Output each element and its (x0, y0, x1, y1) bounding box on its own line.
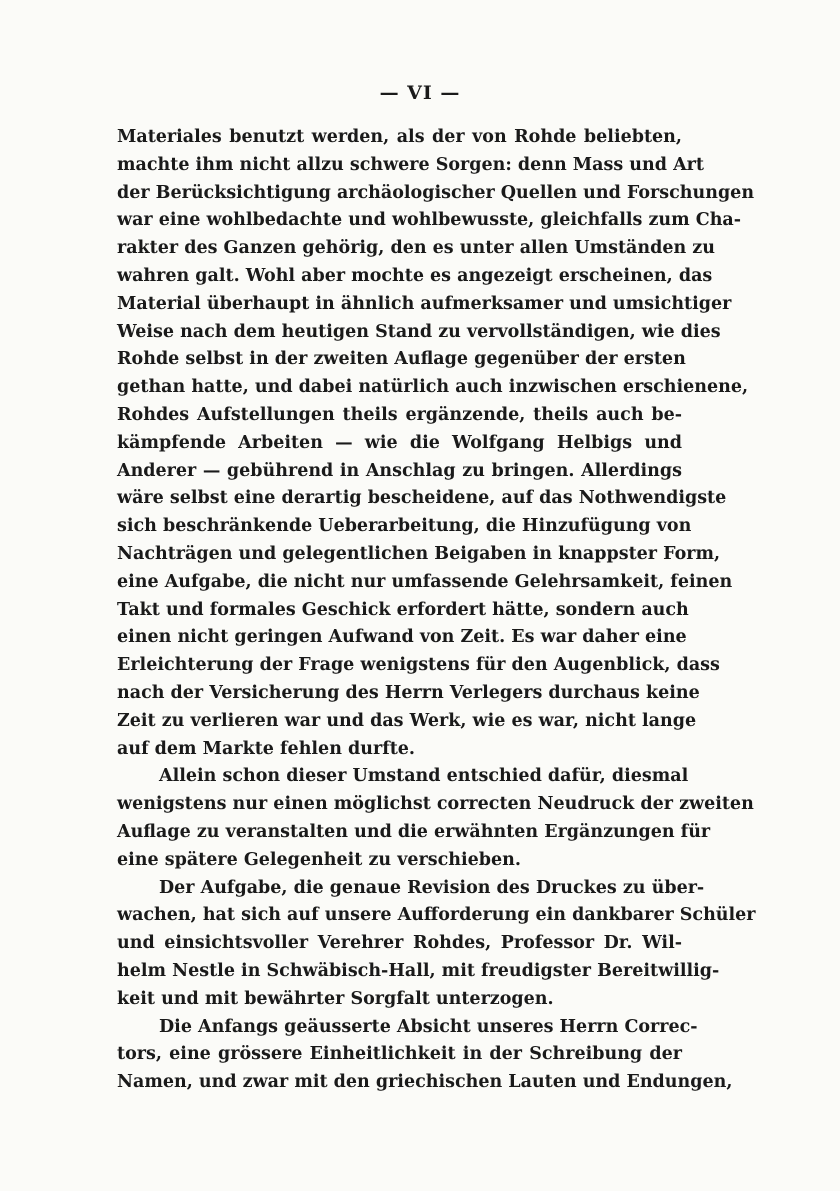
text-line: machte ihm nicht allzu schwere Sorgen: denn Mass und Art (117, 154, 704, 175)
text-line: Die Anfangs geäusserte Absicht unseres Herrn Correc- (159, 1016, 698, 1037)
text-line: war eine wohlbedachte und wohlbewusste, gleichfalls zum Cha- (117, 210, 742, 231)
text-line: Nachträgen und gelegentlichen Beigaben in knappster Form, (117, 543, 721, 564)
text-line: Zeit zu verlieren war und das Werk, wie es war, nicht lange (117, 710, 697, 731)
page-number-header: — VI — (379, 82, 461, 104)
text-line: eine Aufgabe, die nicht nur umfassende Gelehrsamkeit, feinen (117, 571, 733, 592)
text-line: eine spätere Gelegenheit zu verschieben. (117, 849, 521, 870)
text-line: nach der Versicherung des Herrn Verlegers durchaus keine (117, 682, 700, 703)
text-line: helm Nestle in Schwäbisch-Hall, mit freudigster Bereitwillig- (117, 960, 720, 981)
text-line: Anderer — gebührend in Anschlag zu bringen. Allerdings (117, 460, 682, 481)
text-line: wahren galt. Wohl aber mochte es angezeigt erscheinen, das (117, 265, 713, 286)
text-line: Auflage zu veranstalten und die erwähnten Ergänzungen für (117, 821, 711, 842)
text-line: wäre selbst eine derartig bescheidene, auf das Nothwendigste (117, 488, 727, 509)
text-line: sich beschränkende Ueberarbeitung, die Hinzufügung von (117, 516, 692, 537)
text-line: einen nicht geringen Aufwand von Zeit. Es war daher eine (117, 627, 687, 648)
text-line: rakter des Ganzen gehörig, den es unter allen Umständen zu (117, 238, 715, 259)
text-line: Erleichterung der Frage wenigstens für den Augenblick, dass (117, 655, 720, 676)
text-line: keit und mit bewährter Sorgfalt unterzogen. (117, 988, 554, 1009)
text-line: Rohde selbst in der zweiten Auflage gegenüber der ersten (117, 349, 686, 370)
text-line: Material überhaupt in ähnlich aufmerksamer und umsichtiger (117, 293, 732, 314)
text-line: kämpfende Arbeiten — wie die Wolfgang Helbigs und (117, 432, 682, 453)
text-line: Namen, und zwar mit den griechischen Lauten und Endungen, (117, 1072, 733, 1093)
text-line: wenigstens nur einen möglichst correcten Neudruck der zweiten (117, 794, 754, 815)
text-line: Allein schon dieser Umstand entschied dafür, diesmal (159, 766, 689, 787)
text-line: auf dem Markte fehlen durfte. (117, 738, 416, 759)
text-line: tors, eine grössere Einheitlichkeit in der Schreibung der (117, 1044, 682, 1065)
text-line: wachen, hat sich auf unsere Aufforderung ein dankbarer Schüler (117, 905, 756, 926)
text-line: der Berücksichtigung archäologischer Quellen und Forschungen (117, 182, 755, 203)
text-line: gethan hatte, und dabei natürlich auch inzwischen erschienene, (117, 377, 749, 398)
text-line: Weise nach dem heutigen Stand zu vervollständigen, wie dies (117, 321, 721, 342)
text-line: Materiales benutzt werden, als der von Rohde beliebten, (117, 127, 682, 147)
body-text (117, 124, 756, 1097)
text-line: und einsichtsvoller Verehrer Rohdes, Professor Dr. Wil- (117, 933, 682, 954)
text-line: Der Aufgabe, die genaue Revision des Druckes zu über- (159, 877, 705, 898)
text-line: Takt und formales Geschick erfordert hätte, sondern auch (117, 599, 689, 620)
text-line: Rohdes Aufstellungen theils ergänzende, theils auch be- (117, 404, 682, 425)
